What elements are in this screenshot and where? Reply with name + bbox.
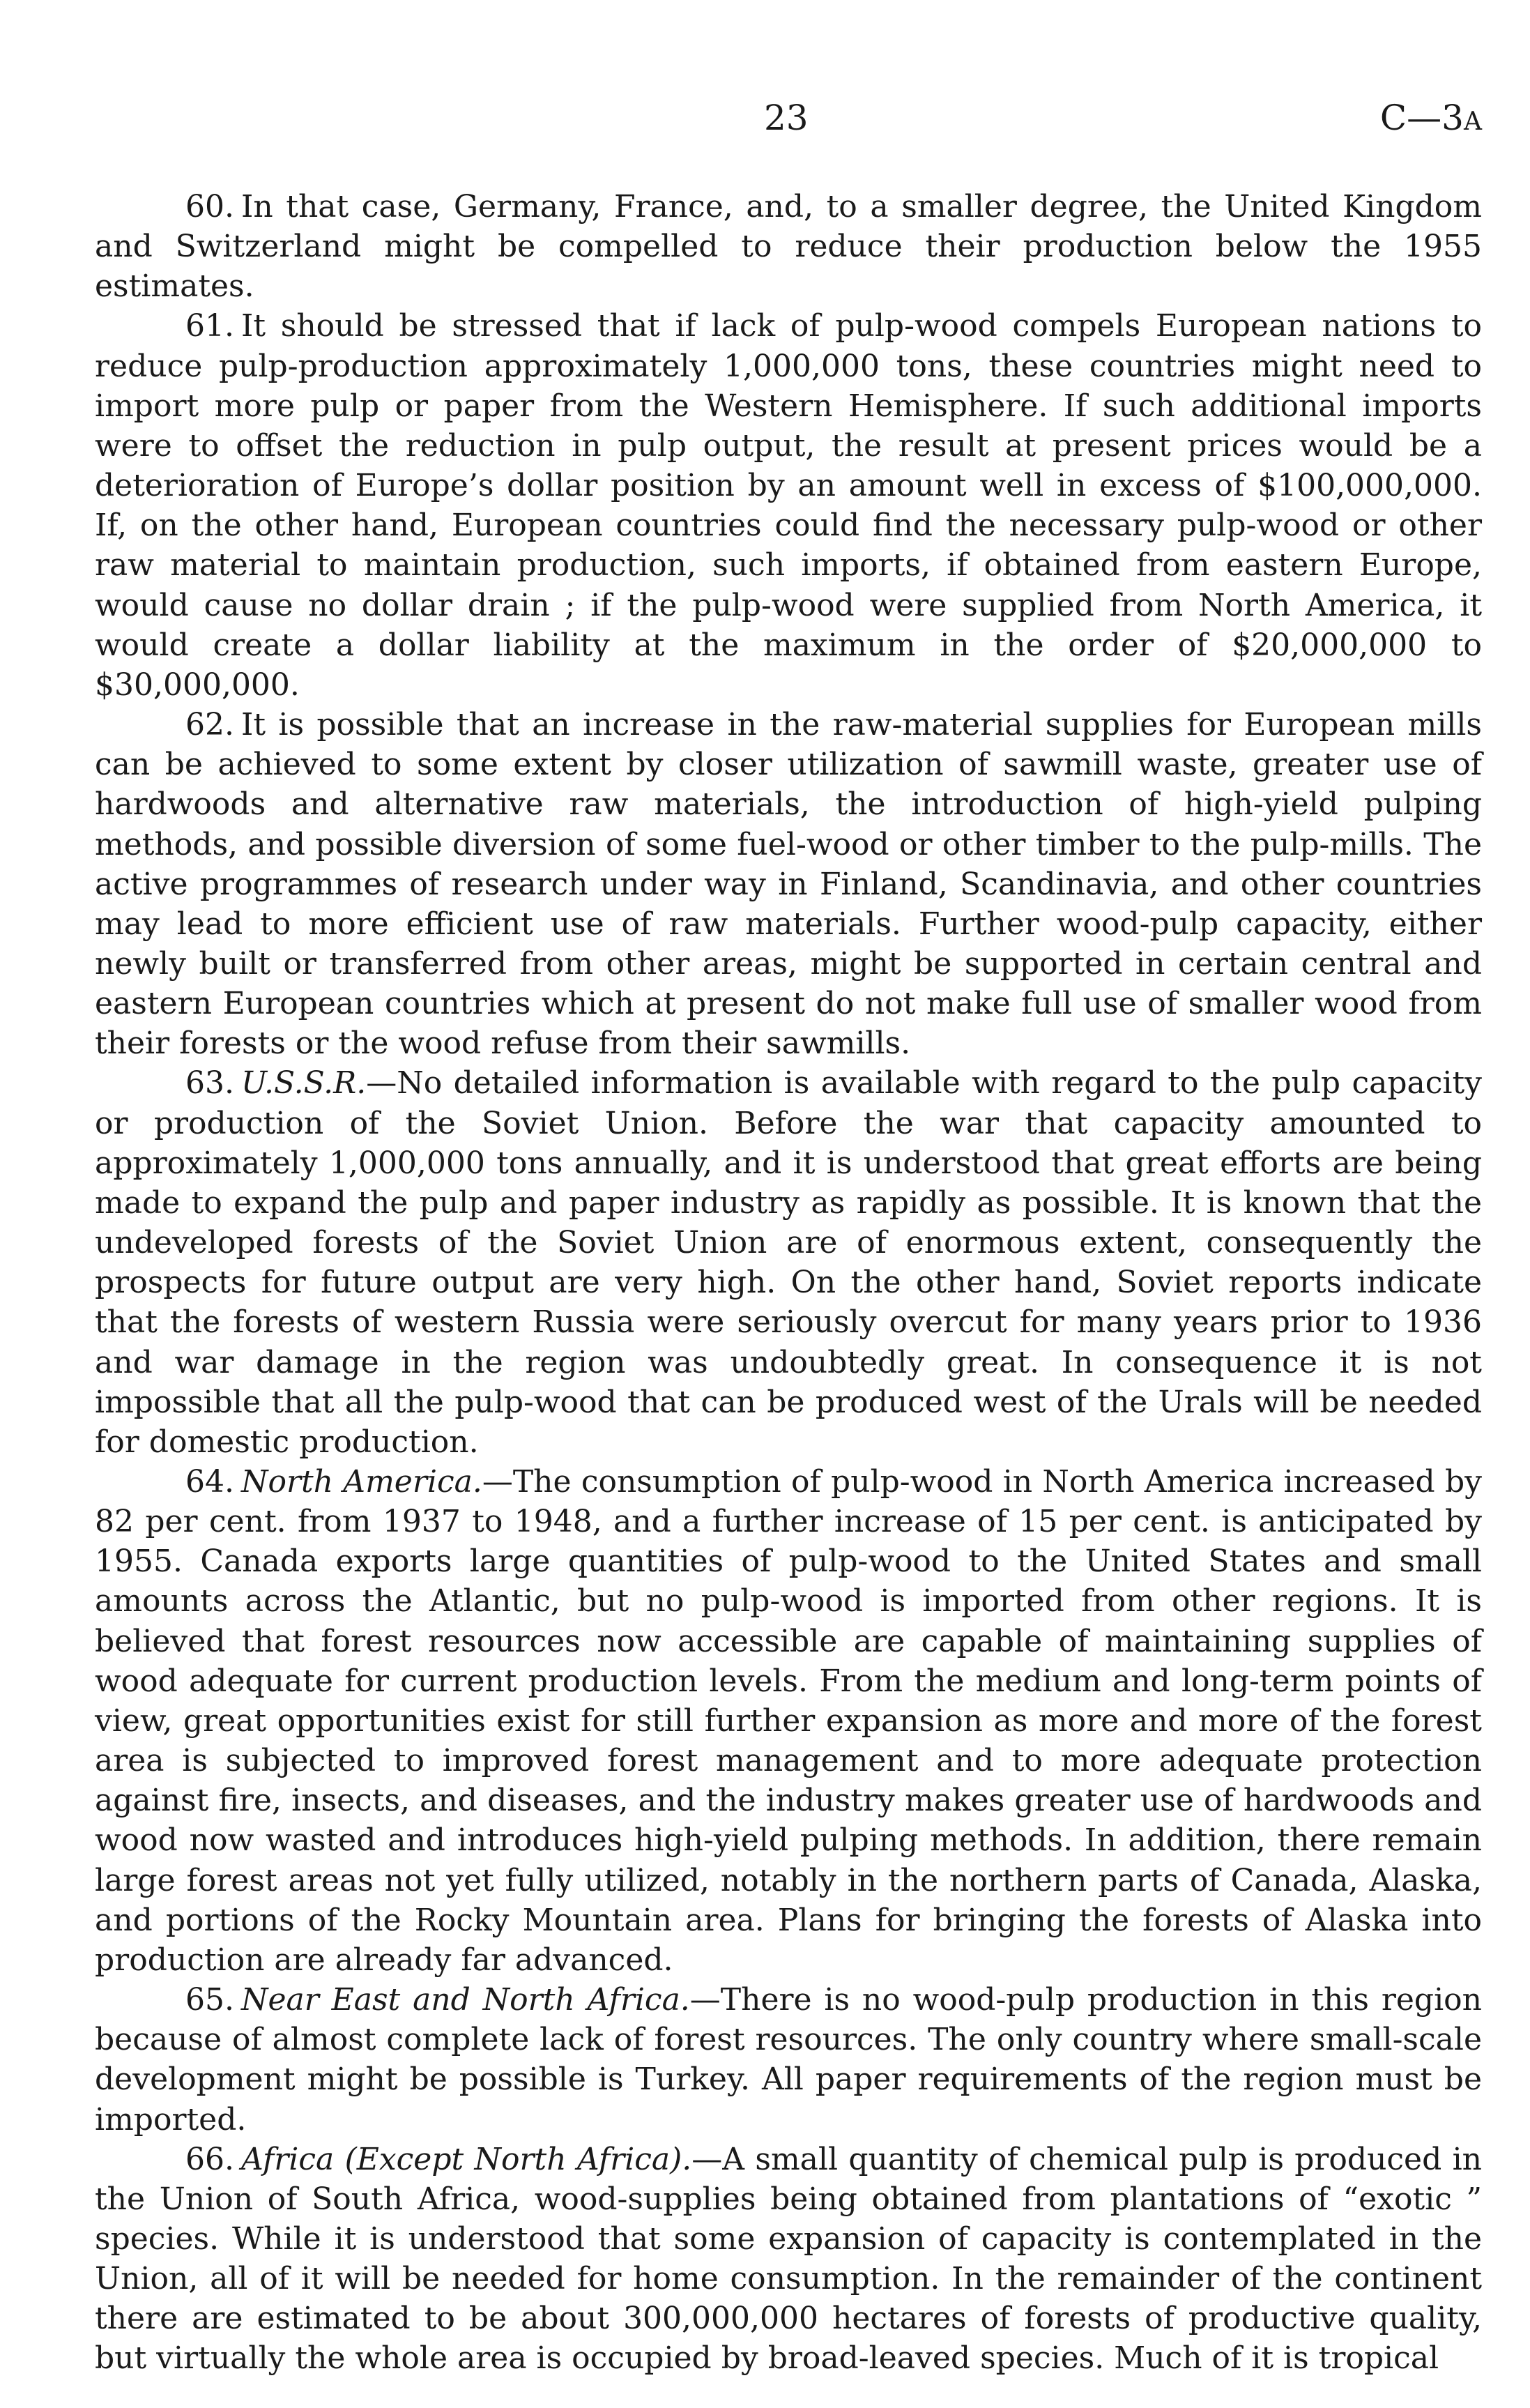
paragraph-text: —The consumption of pulp-wood in North America increased by 82 per cent. from 1937 to 1948, and a further increase of 15 per cent. is anticipated by 1955. Canada exports large quantities of pulp-wood to the United States and small amounts across the Atlantic, but no pulp-wood is imported from other regions. It is believed that forest resources now accessible are capable of maintaining supplies of wood adequate for current production levels. From the medium and long-term points of view, great opportunities exist for still further expansion as more and more of the forest area is subjected to improved forest management and to more adequate protection against fire, insects, and diseases, and the industry makes greater use of hardwoods and wood now wasted and introduces high-yield pulping methods. In addition, there remain large forest areas not yet fully utilized, notably in the northern parts of Canada, Alaska, and portions of the Rocky Mountain area. Plans for bringing the forests of Alaska into production are already far advanced. [95,1464,1482,1978]
paragraph-heading: Africa (Except North Africa). [240,2141,692,2177]
body-text [95,187,1482,2379]
paragraph-64 [95,1462,1482,1980]
paragraph-text: It is possible that an increase in the raw-material supplies for European mills can be achieved to some extent by closer utilization of sawmill waste, greater use of hardwoods and alternative raw materials, the introduction of high-yield pulping methods, and possible diversion of some fuel-wood or other timber to the pulp-mills. The active programmes of research under way in Finland, Scandinavia, and other countries may lead to more efficient use of raw materials. Further wood-pulp capacity, either newly built or transferred from other areas, might be supported in certain central and eastern European countries which at present do not make full use of smaller wood from their forests or the wood refuse from their sawmills. [95,707,1482,1062]
paragraph-number: 64. [185,1464,234,1500]
paragraph-text: —A small quantity of chemical pulp is produced in the Union of South Africa, wood-supplies being obtained from plantations of “exotic ” species. While it is understood that some expansion of capacity is contemplated in the Union, all of it will be needed for home consumption. In the remainder of the continent there are estimated to be about 300,000,000 hectares of forests of productive quality, but virtually the whole area is occupied by broad-leaved species. Much of it is tropical [95,2141,1482,2377]
paragraph-heading: North America. [240,1464,482,1500]
document-reference-main: C—3 [1379,98,1464,138]
paragraph-number: 60. [185,189,234,224]
paragraph-number: 62. [185,707,234,743]
paragraph-63 [95,1063,1482,1462]
paragraph-number: 66. [185,2141,234,2177]
paragraph-62 [95,705,1482,1063]
paragraph-65 [95,1980,1482,2140]
paragraph-text: —No detailed information is available with regard to the pulp capacity or production of the Soviet Union. Before the war that capacity amounted to approximately 1,000,000 tons annually, and it is understood that great efforts are being made to expand the pulp and paper industry as rapidly as possible. It is known that the undeveloped forests of the Soviet Union are of enormous extent, consequently the prospects for future output are very high. On the other hand, Soviet reports indicate that the forests of western Russia were seriously overcut for many years prior to 1936 and war damage in the region was undoubtedly great. In consequence it is not impossible that all the pulp-wood that can be produced west of the Urals will be needed for domestic production. [95,1065,1482,1460]
paragraph-number: 63. [185,1065,234,1102]
document-reference-suffix: A [1464,107,1482,136]
page-number: 23 [764,98,809,138]
paragraph-number: 65. [185,1982,234,2018]
paragraph-heading: Near East and North Africa. [240,1982,690,2018]
paragraph-61 [95,306,1482,705]
paragraph-heading: U.S.S.R. [240,1065,367,1102]
document-reference [1380,98,1482,138]
paragraph-60 [95,187,1482,306]
paragraph-text: —There is no wood-pulp production in this region because of almost complete lack of forest resources. The only country where small-scale development might be possible is Turkey. All paper requirements of the region must be imported. [95,1982,1482,2138]
paragraph-text: It should be stressed that if lack of pulp-wood compels European nations to reduce pulp-production approximately 1,000,000 tons, these countries might need to import more pulp or paper from the Western Hemisphere. If such additional imports were to offset the reduction in pulp output, the result at present prices would be a deterioration of Europe’s dollar position by an amount well in excess of $100,000,000. If, on the other hand, European countries could find the necessary pulp-wood or other raw material to maintain production, such imports, if obtained from eastern Europe, would cause no dollar drain ; if the pulp-wood were supplied from North America, it would create a dollar liability at the maximum in the order of $20,000,000 to $30,000,000. [95,308,1482,703]
paragraph-66 [95,2140,1482,2379]
page-header [95,98,1482,146]
paragraph-number: 61. [185,308,234,344]
paragraph-text: In that case, Germany, France, and, to a smaller degree, the United Kingdom and Switzerland might be compelled to reduce their production below the 1955 estimates. [95,189,1482,305]
